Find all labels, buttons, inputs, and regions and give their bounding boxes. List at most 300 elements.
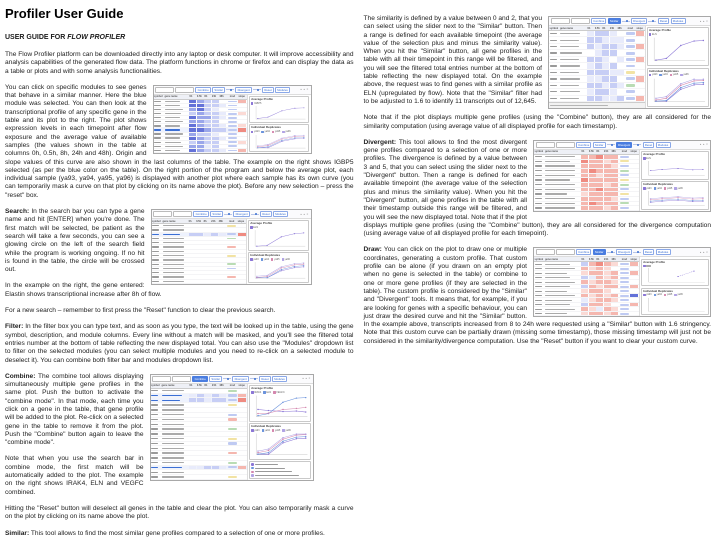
mini-cell-module <box>226 245 237 248</box>
legend-label: ya96 <box>284 258 290 262</box>
text-bar <box>545 193 567 194</box>
mini-cell-module <box>625 37 636 42</box>
text-bar <box>163 251 184 252</box>
mini-cell-symbol <box>151 413 161 417</box>
mini-cell-value <box>211 237 218 240</box>
mini-cell-value <box>189 456 196 460</box>
mini-cell-name <box>162 408 189 412</box>
mini-cell-value <box>596 183 603 187</box>
mini-cell-name <box>162 394 189 398</box>
mini-cell-value <box>189 437 196 441</box>
mini-cell-value <box>197 398 204 402</box>
mini-cell-value <box>189 250 196 253</box>
individual-replicates-title: Individual Replicates <box>649 68 679 73</box>
mini-cell-symbol <box>154 120 164 123</box>
mini-search-input <box>153 211 172 217</box>
mini-cell-value <box>604 183 611 187</box>
divergent-lead: Divergent: <box>363 138 397 146</box>
mini-cell-value <box>604 192 611 196</box>
mini-cell-value <box>219 403 226 407</box>
text-bar <box>152 246 159 247</box>
mini-cell-value <box>617 70 624 75</box>
mini-cell-value <box>197 446 204 450</box>
mini-average-profile-panel <box>647 27 709 66</box>
mini-cell-name <box>163 258 189 261</box>
mini-cell-symbol <box>152 250 162 253</box>
text-bar <box>162 462 185 463</box>
mini-cell-module <box>227 128 238 131</box>
mini-cell-slope <box>238 422 246 426</box>
text-bar <box>545 165 575 166</box>
mini-cell-symbol <box>152 263 162 266</box>
mini-cell-value <box>219 149 226 152</box>
mini-cell-symbol <box>154 149 164 152</box>
mini-cell-module <box>619 197 630 201</box>
mini-cell-symbol <box>550 50 560 55</box>
mini-cell-value <box>596 271 603 275</box>
module-badge <box>620 290 629 292</box>
mini-cell-slope <box>238 442 246 446</box>
mini-cell-value <box>604 294 611 298</box>
module-badge <box>620 170 629 172</box>
text-bar <box>545 161 570 162</box>
text-bar <box>151 462 158 463</box>
mini-plot <box>643 297 707 314</box>
mini-cell-value <box>211 228 218 231</box>
mini-cell-value <box>189 466 196 470</box>
mini-cell-symbol <box>151 451 161 455</box>
text-bar <box>560 65 580 66</box>
mini-cell-symbol <box>152 254 162 257</box>
mini-cell-value <box>596 188 603 192</box>
text-bar <box>151 428 158 429</box>
mini-cell-slope <box>238 461 246 465</box>
text-bar <box>535 300 542 301</box>
mini-col-8h: 8h <box>204 95 208 99</box>
text-bar <box>162 467 183 468</box>
mini-cell-value <box>610 50 617 55</box>
mini-cell-module <box>227 408 238 412</box>
mini-col-8h: 8h <box>596 257 600 261</box>
mini-cell-value <box>196 267 203 270</box>
text-bar <box>545 309 575 310</box>
mini-cell-module <box>227 456 238 460</box>
text-bar <box>165 113 182 114</box>
mini-cell-value <box>581 289 588 293</box>
mini-cell-value <box>219 422 226 426</box>
mini-cell-symbol <box>535 206 545 210</box>
mini-slider-track <box>226 89 234 90</box>
text-bar <box>550 52 557 53</box>
mini-cell-symbol <box>550 63 560 68</box>
text-bar <box>545 286 570 287</box>
text-bar <box>550 91 557 92</box>
mini-cell-slope <box>630 164 638 168</box>
mini-cell-slope <box>630 312 638 316</box>
mini-cell-symbol <box>151 389 161 393</box>
mini-cell-module <box>227 398 238 402</box>
mini-cell-value <box>197 418 204 422</box>
mini-cell-symbol <box>152 237 162 240</box>
mini-cell-value <box>581 183 588 187</box>
mini-col-gene-name: gene name <box>161 384 175 388</box>
mini-cell-value <box>219 394 226 398</box>
mini-cell-value <box>602 31 609 36</box>
mini-cell-value <box>204 466 211 470</box>
module-badge <box>227 238 236 240</box>
mini-cell-value <box>197 403 204 407</box>
mini-cell-value <box>617 96 624 101</box>
mini-cell-value <box>189 461 196 465</box>
mini-cell-value <box>611 202 618 206</box>
mini-cell-value <box>204 116 211 119</box>
mini-col-48h: 48h <box>611 257 616 261</box>
mini-cell-value <box>581 206 588 210</box>
mini-cell-value <box>602 76 609 81</box>
mini-cell-value <box>604 178 611 182</box>
mini-average-profile-panel <box>248 220 309 251</box>
mini-cell-name <box>163 271 189 274</box>
mini-cell-symbol <box>535 294 545 298</box>
mini-cell-value <box>602 89 609 94</box>
mini-cell-value <box>197 149 204 152</box>
mini-cell-value <box>204 263 211 266</box>
screenshot-similar-results <box>548 16 711 109</box>
mini-cell-value <box>581 312 588 316</box>
mini-cell-name <box>545 307 581 311</box>
mini-slider-track <box>633 252 641 253</box>
mini-col-8h: 8h <box>596 150 600 154</box>
mini-cell-value <box>197 133 204 136</box>
mini-cell-value <box>596 276 603 280</box>
mini-cell-value <box>611 303 618 307</box>
mini-cell-value <box>581 178 588 182</box>
mini-cell-value <box>611 160 618 164</box>
text-bar <box>152 255 159 256</box>
mini-cell-value <box>617 37 624 42</box>
mini-cell-value <box>212 427 219 431</box>
text-bar <box>255 475 299 476</box>
mini-cell-module <box>227 451 238 455</box>
mini-cell-slope <box>636 37 644 42</box>
mini-cell-value <box>196 271 203 274</box>
mini-cell-value <box>602 63 609 68</box>
mini-cell-symbol <box>152 267 162 270</box>
mini-gene-table <box>151 384 248 480</box>
mini-cell-value <box>610 57 617 62</box>
mini-cell-value <box>581 280 588 284</box>
mini-slider-track <box>250 378 258 379</box>
mini-cell-module <box>625 83 636 88</box>
text-bar <box>162 457 185 458</box>
mini-cell-value <box>212 451 219 455</box>
mini-cell-name <box>162 461 189 465</box>
mini-filter-input <box>556 249 575 255</box>
mini-cell-module <box>227 461 238 465</box>
mini-cell-value <box>604 169 611 173</box>
mini-button-divergent: Divergent <box>616 142 632 148</box>
mini-side-panel <box>646 26 710 108</box>
mini-cell-value <box>197 422 204 426</box>
mini-cell-module <box>226 267 237 270</box>
selected-gene-swatch <box>251 474 254 477</box>
text-bar <box>165 101 180 102</box>
mini-cell-value <box>204 442 211 446</box>
text-bar <box>162 400 181 401</box>
mini-cell-value <box>596 262 603 266</box>
mini-col-24h: 24h <box>211 95 217 99</box>
mini-cell-value <box>189 116 196 119</box>
mini-button-divergent: Divergent <box>233 211 249 217</box>
mini-cell-value <box>604 267 611 271</box>
mini-cell-value <box>197 413 204 417</box>
mini-cell-value <box>219 451 226 455</box>
module-badge <box>228 105 237 107</box>
mini-cell-value <box>196 233 203 236</box>
text-bar <box>545 203 575 204</box>
intro-paragraph: The Flow Profiler platform can be downloaded directly into any laptop or desk computer. It will improve accessibility and analysis capabilities of the generated flow data. The platform functions in chrome or firefox and can display the data as a table or plots and with some analysis functionalities. <box>5 51 354 75</box>
mini-cell-value <box>219 233 226 236</box>
mini-cell-symbol <box>152 233 162 236</box>
mini-table-row <box>534 312 639 317</box>
text-bar <box>550 33 557 34</box>
text-bar <box>165 125 180 126</box>
text-bar <box>162 476 185 477</box>
mini-cell-value <box>219 137 226 140</box>
text-bar <box>560 78 580 79</box>
mini-cell-value <box>196 275 203 278</box>
mini-cell-value <box>212 389 219 393</box>
mini-cell-slope <box>238 280 246 283</box>
mini-cell-slope <box>238 116 246 119</box>
mini-cell-name <box>162 451 189 455</box>
text-bar <box>151 443 158 444</box>
module-badge <box>626 71 635 74</box>
modules-paragraph: You can click on specific modules to see genes that behave in a similar manner. Here the blue module was selected. You can then look at the transcriptional profile of any specific gene in the table and its plot to the right. The plot shows expression levels in each timepoint after flow exposure and the average value of available samples (the values shown in the table at columns 0h, 0.5h, 8h, 24h and 48h). Origin and slope values of this curve are also shown in the last columns of the table. The example on the right shows IGBP5 selected (as per the blue color on the table). On the right portion of the program and below the average plot, each individual sample (ya93, ya94, ya95, ya96) is displayed with another plot where each sample has its own curve (you can temporarily mask a curve on that plot by clicking on its name above the plot). Before any new selection – press the "reset" box. <box>5 83 354 199</box>
legend-label: ya95 <box>274 130 281 134</box>
module-badge <box>626 90 635 93</box>
mini-cell-value <box>610 63 617 68</box>
mini-side-panel <box>247 219 310 284</box>
mini-cell-name <box>162 403 189 407</box>
mini-cell-value <box>189 403 196 407</box>
mini-cell-value <box>604 197 611 201</box>
mini-cell-value <box>596 192 603 196</box>
mini-cell-module <box>227 403 238 407</box>
mini-cell-value <box>219 228 226 231</box>
text-bar <box>535 165 542 166</box>
screenshot-draw-example <box>533 247 711 317</box>
text-bar <box>535 291 542 292</box>
mini-cell-name <box>162 456 189 460</box>
mini-cell-value <box>611 312 618 316</box>
text-bar <box>151 400 158 401</box>
mini-cell-symbol <box>151 442 161 446</box>
mini-slider-track <box>224 214 232 215</box>
mini-table-row <box>151 475 247 480</box>
mini-cell-module <box>226 263 237 266</box>
combine-paragraph-2: Note that when you use the search bar in combine mode, the first match will be automatically added to the plot. The example on the right shows IRAK4, ELN and VEGFC combined. <box>5 455 144 496</box>
module-badge <box>227 246 236 248</box>
mini-cell-value <box>617 83 624 88</box>
screenshot-module-selection <box>153 85 312 154</box>
mini-search-input <box>536 249 555 255</box>
mini-cell-value <box>212 456 219 460</box>
mini-cell-name <box>162 413 189 417</box>
mini-cell-module <box>227 394 238 398</box>
mini-cell-value <box>211 271 218 274</box>
mini-cell-value <box>219 432 226 436</box>
mini-plot <box>250 261 307 281</box>
text-bar <box>151 438 158 439</box>
text-bar <box>154 133 161 134</box>
mini-cell-value <box>189 108 196 111</box>
mini-cell-value <box>219 398 226 402</box>
mini-col-gene-name: gene name <box>162 219 176 223</box>
mini-cell-value <box>197 389 204 393</box>
mini-cell-value <box>212 120 219 123</box>
mini-cell-value <box>611 289 618 293</box>
text-bar <box>162 419 185 420</box>
mini-slider <box>223 377 231 381</box>
mini-cell-symbol <box>550 44 560 49</box>
mini-filter-input <box>172 376 191 382</box>
mini-cell-name <box>545 192 581 196</box>
mini-cell-value <box>204 137 211 140</box>
mini-window-icons: ● ● ✕ <box>699 250 709 254</box>
mini-cell-value <box>589 155 596 159</box>
mini-cell-value <box>189 389 196 393</box>
mini-cell-name <box>545 262 581 266</box>
mini-cell-module <box>227 422 238 426</box>
mini-cell-slope <box>630 192 638 196</box>
mini-slider <box>633 250 641 254</box>
mini-cell-value <box>219 470 226 474</box>
mini-cell-value <box>219 413 226 417</box>
mini-cell-module <box>619 312 630 316</box>
module-badge <box>626 97 635 100</box>
legend-label: ya95 <box>672 73 679 77</box>
mini-cell-value <box>197 128 204 131</box>
mini-cell-symbol <box>535 164 545 168</box>
module-badge <box>227 233 236 235</box>
mini-cell-name <box>163 275 189 278</box>
mini-window-icons: ● ● ✕ <box>302 377 311 381</box>
mini-cell-value <box>204 446 211 450</box>
mini-cell-value <box>204 394 211 398</box>
mini-cell-symbol <box>550 83 560 88</box>
mini-cell-value <box>204 271 211 274</box>
text-bar <box>165 142 182 143</box>
mini-cell-value <box>596 202 603 206</box>
mini-cell-value <box>596 298 603 302</box>
mini-cell-module <box>619 307 630 311</box>
module-badge <box>228 462 237 464</box>
mini-cell-value <box>212 413 219 417</box>
mini-col-symbol: symbol <box>534 150 544 154</box>
module-badge <box>228 117 237 119</box>
mini-cell-value <box>189 413 196 417</box>
mini-cell-module <box>227 389 238 393</box>
mini-cell-value <box>189 427 196 431</box>
mini-modules-dropdown: Modules <box>671 18 686 24</box>
text-bar <box>152 281 159 282</box>
module-badge <box>227 225 236 227</box>
mini-col-0h: 0h <box>188 219 192 223</box>
mini-cell-value <box>197 120 204 123</box>
mini-col-48h: 48h <box>617 26 622 30</box>
mini-cell-name <box>545 164 581 168</box>
mini-side-panel <box>248 95 311 153</box>
mini-cell-value <box>219 446 226 450</box>
mini-button-reset: Reset <box>643 142 655 148</box>
mini-cell-module <box>226 271 237 274</box>
text-bar <box>545 313 567 314</box>
text-bar <box>154 146 161 147</box>
mini-cell-module <box>227 149 238 152</box>
module-badge <box>227 268 236 270</box>
mini-cell-value <box>595 44 602 49</box>
mini-cell-symbol <box>151 408 161 412</box>
mini-cell-symbol <box>535 192 545 196</box>
text-bar <box>165 137 180 138</box>
mini-col-24h: 24h <box>211 384 217 388</box>
mini-cell-symbol <box>154 116 164 119</box>
mini-cell-symbol <box>152 258 162 261</box>
text-bar <box>154 125 161 126</box>
text-bar <box>163 276 184 277</box>
module-badge <box>620 184 629 186</box>
module-badge <box>227 263 236 265</box>
mini-col-8h: 8h <box>203 219 207 223</box>
combine-section <box>5 373 354 522</box>
module-badge <box>620 281 629 283</box>
mini-individual-replicates-panel <box>647 68 709 107</box>
mini-cell-value <box>595 57 602 62</box>
mini-cell-value <box>212 432 219 436</box>
mini-main <box>534 257 710 316</box>
module-badge <box>620 156 629 158</box>
mini-filter-input <box>175 87 194 93</box>
mini-cell-module <box>226 228 237 231</box>
mini-cell-module <box>619 280 630 284</box>
mini-cell-value <box>604 174 611 178</box>
text-bar <box>535 193 542 194</box>
mini-col-symbol: symbol <box>154 95 163 99</box>
selected-gene-swatch <box>251 471 254 474</box>
mini-col-symbol: symbol <box>534 257 544 261</box>
legend-label: ya94 <box>662 73 668 77</box>
mini-cell-symbol <box>154 145 164 148</box>
similar-paragraph-2: Note that if the plot displays multiple gene profiles (using the "Combine" button), they are all considered for the similarity computation (using average value of all displayed profile for each timestamp). <box>363 114 711 130</box>
mini-cell-value <box>204 475 211 479</box>
mini-cell-slope <box>630 183 638 187</box>
mini-cell-slope <box>630 267 638 271</box>
mini-slider <box>607 143 615 147</box>
module-badge <box>227 255 236 257</box>
text-bar <box>151 472 158 473</box>
mini-cell-name <box>163 228 189 231</box>
mini-col-gene-name: gene name <box>545 257 559 261</box>
mini-cell-value <box>596 197 603 201</box>
text-bar <box>535 273 542 274</box>
mini-cell-slope <box>238 475 246 479</box>
module-badge <box>228 133 237 135</box>
filter-paragraph <box>5 323 354 364</box>
mini-cell-value <box>211 241 218 244</box>
mini-cell-value <box>589 307 596 311</box>
mini-modules-dropdown: Modules <box>273 211 288 217</box>
